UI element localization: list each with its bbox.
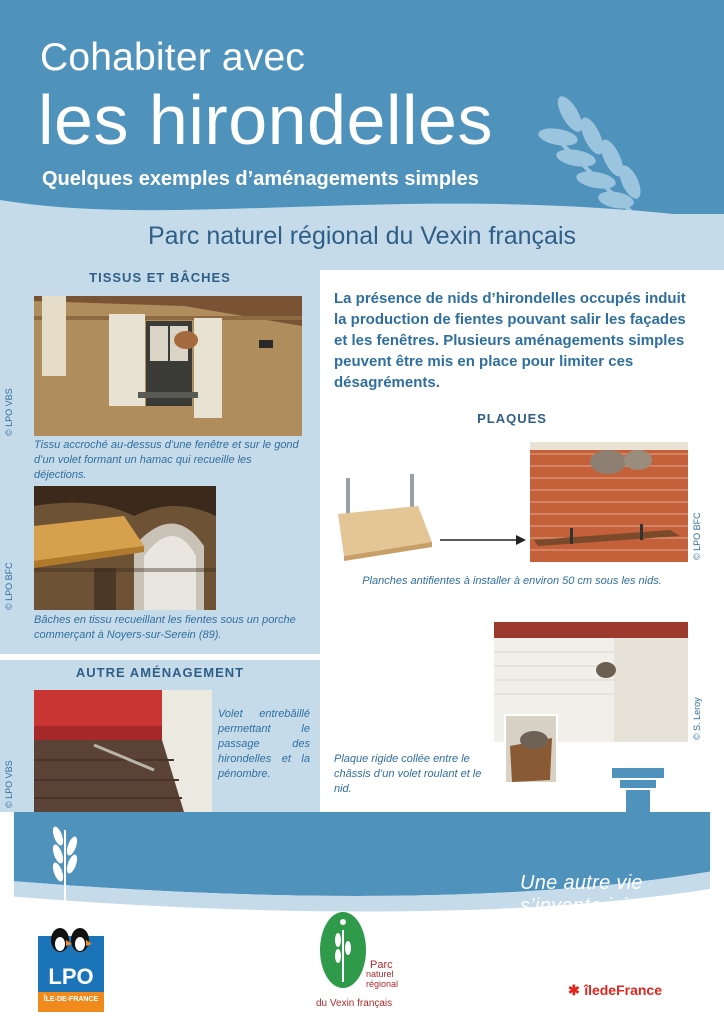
rigid-caption: Plaque rigide collée entre le châssis d’un volet roulant et le nid. [334, 753, 482, 795]
section-title-autre: AUTRE AMÉNAGEMENT [75, 665, 245, 680]
plaques-caption: Planches antifientes à installer à environ 50 cm sous les nids. [362, 575, 662, 587]
title-line1: Cohabiter avec [40, 36, 306, 79]
pnr-line4: du Vexin français [316, 998, 393, 1009]
photo4-credit: © LPO BFC [692, 512, 702, 560]
pnr-vexin-logo [316, 910, 412, 1014]
idf-logo [568, 982, 662, 1000]
photo2-credit: © LPO BFC [4, 562, 14, 610]
intro-text: La présence de nids d’hirondelles occupés induit la production de fientes pouvant salir les façades et les fenêtres. Plusieurs aménagements simples peuvent être mis en place pour limiter ces désagréments. [334, 290, 686, 391]
idf-star-icon: ✱ [568, 982, 580, 998]
park-name: Parc naturel régional du Vexin français [147, 222, 577, 250]
lpo-logo-text: LPO [48, 964, 94, 989]
lpo-logo [38, 926, 104, 1012]
photo2-caption: Bâches en tissu recueillant les fientes sous un porche commerçant à Noyers-sur-Serein (89). [34, 614, 296, 641]
pnr-line3: régional [366, 979, 399, 989]
column-icon [612, 768, 664, 812]
photo-shutter-ajar [34, 690, 212, 812]
title-line2: les hirondelles [38, 81, 493, 159]
pnr-line1: Parc [370, 959, 393, 971]
section-title-tissus: TISSUS ET BÂCHES [89, 270, 231, 285]
arrow-right-icon [440, 534, 526, 546]
wheat-small-icon [40, 820, 90, 904]
photo5-credit: © S. Leroy [692, 697, 702, 740]
subtitle: Quelques exemples d’aménagements simples [42, 168, 479, 190]
photo-porch-tarps [34, 486, 216, 610]
photo-facade-hammock [34, 296, 302, 436]
slogan: Une autre vie s’invente ici [520, 872, 643, 917]
photo1-credit: © LPO VBS [4, 388, 14, 436]
photo1-caption: Tissu accroché au-dessus d’une fenêtre et sur le gond d’un volet formant un hamac qui recueille les déjections. [34, 439, 299, 481]
photo-brick-nests [530, 442, 688, 562]
photo-plank [334, 470, 434, 562]
photo-nest-inset [504, 714, 558, 784]
photo3-credit: © LPO VBS [4, 760, 14, 808]
section-title-plaques: PLAQUES [477, 411, 547, 426]
lpo-region: ÎLE-DE-FRANCE [43, 996, 99, 1003]
idf-logo-text: îledeFrance [584, 982, 663, 998]
pnr-line2: naturel [366, 969, 394, 979]
photo3-caption: Volet entrebâillé permettant le passage des hirondelles et la pénombre. [218, 708, 310, 780]
